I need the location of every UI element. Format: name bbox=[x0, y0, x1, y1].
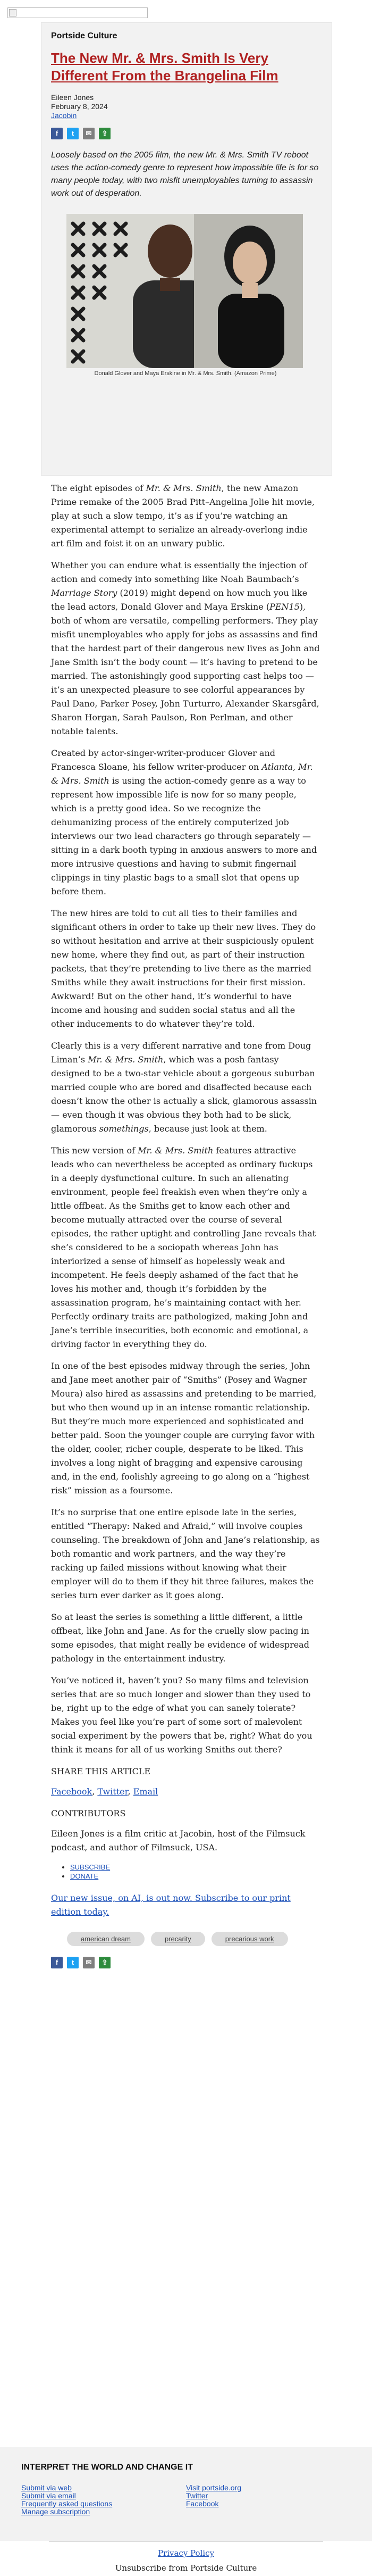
article-photo bbox=[66, 214, 303, 368]
facebook-icon[interactable]: f bbox=[51, 128, 63, 139]
print-edition-promo-link[interactable]: Our new issue, on AI, is out now. Subscribe to our print edition today. bbox=[51, 1893, 291, 1917]
tag-list bbox=[67, 1932, 290, 1946]
footer-title: INTERPRET THE WORLD AND CHANGE IT bbox=[21, 2463, 193, 2472]
paragraph: Whether you can endure what is essentially the injection of action and comedy into something like Noah Baumbach’s Marriage Story (2019) might depend on how much you like the lead actors, Donald Glover and Maya Erskine (PEN15), both of whom are versatile, compelling performers. They play misfit unemployables who apply for jobs as assassins and find that the hardest part of their dangerous new lives as John and Jane Smith isn’t the body count — it’s having to pretend to be married. The astonishingly good supporting cast helps too — it’s an unexpected pleasure to see colorful appearances by Paul Dano, Parker Posey, John Turturro, Alexander Skarsgård, Sharon Horgan, Sarah Paulson, Ron Perlman, and other notable talents. bbox=[51, 560, 320, 736]
photo-caption: Donald Glover and Maya Erskine in Mr. & Mrs. Smith. (Amazon Prime) bbox=[94, 370, 277, 377]
tag[interactable]: american dream bbox=[67, 1932, 145, 1946]
facebook-icon[interactable]: f bbox=[51, 1957, 63, 1968]
section-label: Portside Culture bbox=[51, 31, 117, 40]
portside-link[interactable]: Visit portside.org bbox=[186, 2483, 242, 2492]
article-lede: Loosely based on the 2005 film, the new Mr. & Mrs. Smith TV reboot uses the action-comedy genre to represent how impossible life is for so many people today, with two misfit unemployables turning to assassin work out of desperation. bbox=[51, 151, 319, 198]
footer-divider bbox=[49, 2541, 323, 2542]
article-header bbox=[51, 22, 320, 377]
email-icon[interactable]: ✉ bbox=[83, 128, 95, 139]
tag[interactable]: precarity bbox=[151, 1932, 205, 1946]
paragraph: Created by actor-singer-writer-producer Glover and Francesca Sloane, his fellow writer-producer on Atlanta, Mr. & Mrs. Smith is using the action-comedy genre as a way to represent how impossible life is now for so many people, which is a pretty good idea. So we recognize the dehumanizing process of the entirely computerized job interviews our two lead characters go through separately — sitting in a dark booth typing in anxious answers to more and more intrusive questions and having to submit fingernail clippings in tiny plastic bags to a small slot that opens up before them. bbox=[51, 748, 317, 896]
footer-links-left bbox=[21, 2484, 112, 2516]
author: Eileen Jones bbox=[51, 93, 94, 102]
social-share-bar-bottom bbox=[51, 1957, 320, 1968]
contributor-bio: Eileen Jones is a film critic at Jacobin, host of the Filmsuck podcast, and author of Filmsuck, USA. bbox=[51, 1829, 306, 1852]
donate-link[interactable]: DONATE bbox=[70, 1872, 99, 1880]
manage-subscription-link[interactable]: Manage subscription bbox=[21, 2507, 90, 2516]
share-icon[interactable]: ⇪ bbox=[99, 128, 111, 139]
footer-links-right bbox=[186, 2484, 241, 2508]
share-links: Facebook, Twitter, Email bbox=[51, 1786, 158, 1797]
submit-email-link[interactable]: Submit via email bbox=[21, 2491, 76, 2500]
faq-link[interactable]: Frequently asked questions bbox=[21, 2499, 113, 2508]
twitter-link[interactable]: Twitter bbox=[186, 2491, 208, 2500]
social-share-bar bbox=[51, 128, 320, 139]
article-title[interactable]: The New Mr. & Mrs. Smith Is Very Different From the Brangelina Film bbox=[51, 50, 278, 84]
contributor-links bbox=[51, 1863, 320, 1881]
share-heading: SHARE THIS ARTICLE bbox=[51, 1766, 151, 1776]
subscribe-link[interactable]: SUBSCRIBE bbox=[70, 1863, 111, 1871]
article-body bbox=[51, 481, 320, 1968]
twitter-icon[interactable]: t bbox=[67, 128, 79, 139]
twitter-icon[interactable]: t bbox=[67, 1957, 79, 1968]
paragraph: Clearly this is a very different narrative and tone from Doug Liman’s Mr. & Mrs. Smith, which was a posh fantasy designed to be a two-star vehicle about a gorgeous suburban married couple who are bored and disaffected because each doesn’t know the other is actually a slick, glamorous assassin — even though it was obvious they both had to be slick, glamorous somethings, because just look at them. bbox=[51, 1041, 317, 1134]
paragraph: So at least the series is something a little different, a little offbeat, like John and Jane. As for the cruelly slow pacing in some episodes, that might really be evidence of widespread pathology in the entertainment industry. bbox=[51, 1612, 309, 1664]
share-email-link[interactable]: Email bbox=[133, 1786, 158, 1797]
submit-web-link[interactable]: Submit via web bbox=[21, 2483, 72, 2492]
unsubscribe-text[interactable]: Unsubscribe from Portside Culture bbox=[115, 2563, 257, 2573]
paragraph: This new version of Mr. & Mrs. Smith features attractive leads who can nevertheless be accepted as ordinary fuckups in a deeply dysfunctional culture. In such an alienating environment, people feel freakish even when they’re only a little offbeat. As the Smiths get to know each other and become mutually attracted over the course of several episodes, the rather uptight and controlling Jane reveals that she’s considered to be a sociopath whereas John has interiorized a sense of himself as hopelessly weak and incompetent. He feels deeply ashamed of the fact that he loves his mother and, though it’s forbidden by the assassination program, he’s maintaining contact with her. Perfectly ordinary traits are pathologized, making John and Jane’s terrible insecurities, both economic and emotional, a driving factor in everything they do. bbox=[51, 1145, 316, 1349]
broken-image-icon bbox=[9, 9, 16, 16]
contributors-heading: CONTRIBUTORS bbox=[51, 1808, 126, 1818]
paragraph: It’s no surprise that one entire episode late in the series, entitled “Therapy: Naked and Afraid,” will involve couples counseling. The breakdown of John and Jane’s relationship, as both romantic and work partners, and the way they’re racking up failed missions without knowing what their employer will do to them if they hit three failures, makes the series turn ever darker as it goes along. bbox=[51, 1507, 320, 1600]
publish-date: February 8, 2024 bbox=[51, 102, 108, 111]
paragraph: You’ve noticed it, haven’t you? So many films and television series that are so much longer and slower than they used to be, right up to the edge of what you can sanely tolerate? Makes you feel like you’re part of some sort of malevolent social experiment by the powers that be, right? What do you think it means for all of us working Smiths out there? bbox=[51, 1675, 312, 1755]
paragraph: In one of the best episodes midway through the series, John and Jane meet another pair of “Smiths” (Posey and Wagner Moura) also hired as assassins and pretending to be married, but who then wound up in an intense romantic relationship. But they’re much more experienced and sophisticated and better paid. Soon the younger couple are currying favor with the older, cooler, richer couple, desperate to be liked. This involves a long night of bragging and expensive carousing and, in the end, foolishly agreeing to go along on a “highest risk” mission as a foursome. bbox=[51, 1361, 317, 1495]
source-link[interactable]: Jacobin bbox=[51, 111, 77, 120]
header-image-placeholder bbox=[7, 7, 148, 18]
paragraph: The eight episodes of Mr. & Mrs. Smith, the new Amazon Prime remake of the 2005 Brad Pitt–Angelina Jolie hit movie, play at such a slow tempo, it’s as if you’re watching an experimental attempt to serialize an already-overlong indie art film and foist it on an unwary public. bbox=[51, 483, 315, 549]
photo-illustration bbox=[66, 214, 303, 368]
tag[interactable]: precarious work bbox=[212, 1932, 288, 1946]
facebook-link[interactable]: Facebook bbox=[186, 2499, 219, 2508]
paragraph: The new hires are told to cut all ties to their families and significant others in order to take up their new lives. They do so without hesitation and arrive at their suspiciously opulent new home, where they find out, as part of their instruction packets, that they’re pretending to live there as the married Smiths while they await instructions for their first mission. Awkward! But on the other hand, it’s wonderful to have income and housing and sudden social status and all the other inducements to do whatever they’re told. bbox=[51, 908, 316, 1029]
email-icon[interactable]: ✉ bbox=[83, 1957, 95, 1968]
share-twitter-link[interactable]: Twitter bbox=[97, 1786, 128, 1797]
share-facebook-link[interactable]: Facebook bbox=[51, 1786, 92, 1797]
share-icon[interactable]: ⇪ bbox=[99, 1957, 111, 1968]
privacy-policy-link[interactable]: Privacy Policy bbox=[157, 2548, 215, 2558]
